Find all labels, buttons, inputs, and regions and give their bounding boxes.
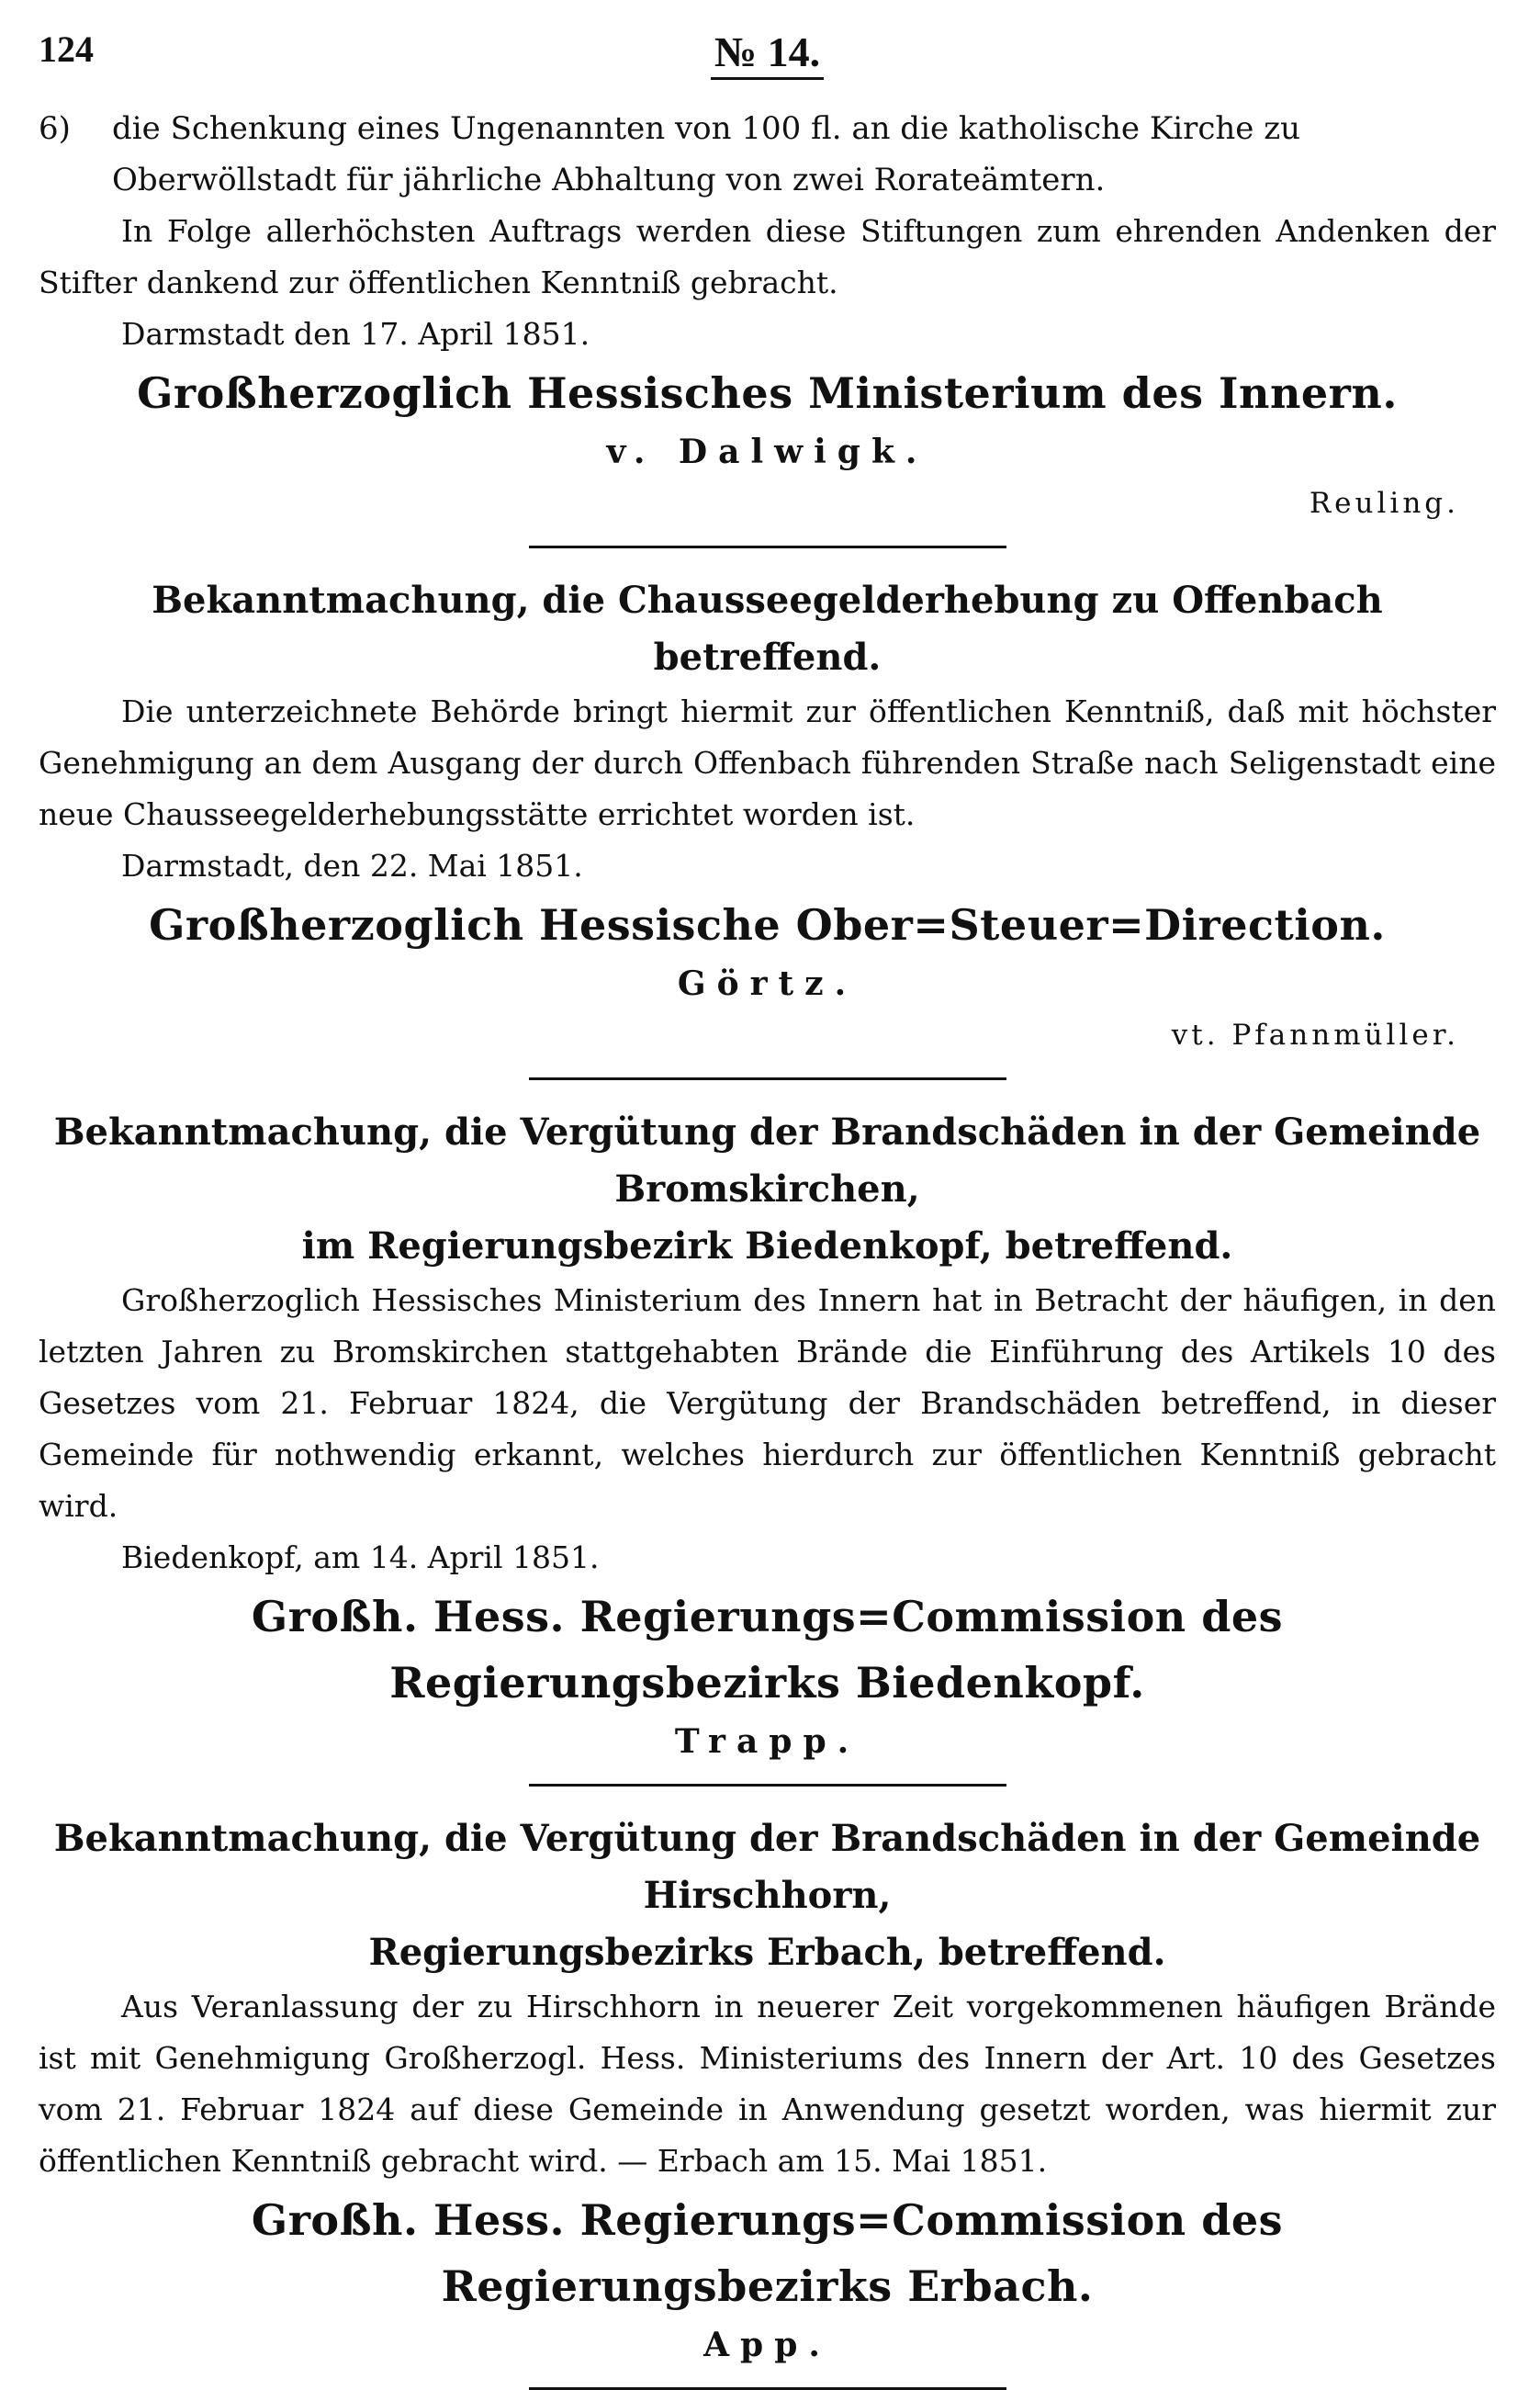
list-item-number: 6) [39, 110, 71, 147]
list-item [39, 103, 1496, 206]
announcement-heading-line1: Bekanntmachung, die Vergütung der Brandschäden in der Gemeinde Bromskirchen, [53, 1110, 1481, 1211]
body-paragraph: Die unterzeichnete Behörde bringt hiermit zur öffentlichen Kenntniß, daß mit höchster Genehmigung an dem Ausgang der durch Offenbach führenden Straße nach Seligenstadt eine neue Chausseegelderhebungsstätte errichtet worden ist. [39, 693, 1496, 832]
section-divider [529, 1077, 1006, 1080]
issue-number-label: № 14. [711, 28, 824, 80]
issuing-authority: Großh. Hess. Regierungs=Commission des Regierungsbezirks Erbach. [251, 2195, 1284, 2311]
announcement-heading-line2: Regierungsbezirks Erbach, betreffend. [368, 1931, 1166, 1974]
announcement-heading-line2: im Regierungsbezirk Biedenkopf, betreffend. [301, 1224, 1233, 1268]
signatory: Trapp. [674, 1722, 860, 1761]
signatory: App. [703, 2326, 831, 2364]
body-paragraph: In Folge allerhöchsten Auftrags werden diese Stiftungen zum ehrenden Andenken der Stifter dankend zur öffentlichen Kenntniß gebracht. [39, 213, 1496, 300]
announcement-heading-line1: Bekanntmachung, die Vergütung der Brandschäden in der Gemeinde Hirschhorn, [53, 1817, 1481, 1917]
section-chaussee-toll [39, 572, 1496, 1061]
section-divider [529, 1784, 1006, 1787]
page-header [39, 28, 1496, 103]
cosignatory: Reuling. [1309, 487, 1459, 520]
section-bromskirchen [39, 1104, 1496, 1767]
section-hirschhorn [39, 1810, 1496, 2371]
issue-number [39, 28, 1496, 76]
issuing-authority: Großherzoglich Hessische Ober=Steuer=Direction. [149, 900, 1386, 950]
issuing-authority: Großh. Hess. Regierungs=Commission des Regierungsbezirks Biedenkopf. [251, 1592, 1284, 1708]
dateline: Darmstadt, den 22. Mai 1851. [121, 848, 583, 884]
body-paragraph: Aus Veranlassung der zu Hirschhorn in neuerer Zeit vorgekommenen häufigen Brände ist mit Genehmigung Großherzogl. Hess. Ministeriums des Innern der Art. 10 des Gesetzes vom 21. Februar 1824 auf diese Gemeinde in Anwendung gesetzt worden, was hiermit zur öffentlichen Kenntniß gebracht wird. — Erbach am 15. Mai 1851. [39, 1989, 1496, 2179]
announcement-heading: Bekanntmachung, die Chausseegelderhebung zu Offenbach betreffend. [152, 579, 1383, 679]
signatory: Görtz. [677, 964, 858, 1003]
issuing-authority: Großherzoglich Hessisches Ministerium des Innern. [137, 368, 1398, 418]
signatory: v. Dalwigk. [606, 433, 928, 471]
section-foundations [39, 103, 1496, 529]
page-number: 124 [39, 28, 94, 70]
list-item-text: die Schenkung eines Ungenannten von 100 fl. an die katholische Kirche zu Oberwöllstadt für jährliche Abhaltung von zwei Rorateämtern. [112, 110, 1301, 198]
body-paragraph: Großherzoglich Hessisches Ministerium des Innern hat in Betracht der häufigen, in den letzten Jahren zu Bromskirchen stattgehabten Brände die Einführung des Artikels 10 des Gesetzes vom 21. Februar 1824, die Vergütung der Brandschäden betreffend, in dieser Gemeinde für nothwendig erkannt, welches hierdurch zur öffentlichen Kenntniß gebracht wird. [39, 1282, 1496, 1524]
cosignatory: vt. Pfannmüller. [1171, 1019, 1459, 1052]
dateline: Darmstadt den 17. April 1851. [121, 316, 590, 352]
section-divider [529, 546, 1006, 548]
dateline: Biedenkopf, am 14. April 1851. [121, 1539, 600, 1575]
